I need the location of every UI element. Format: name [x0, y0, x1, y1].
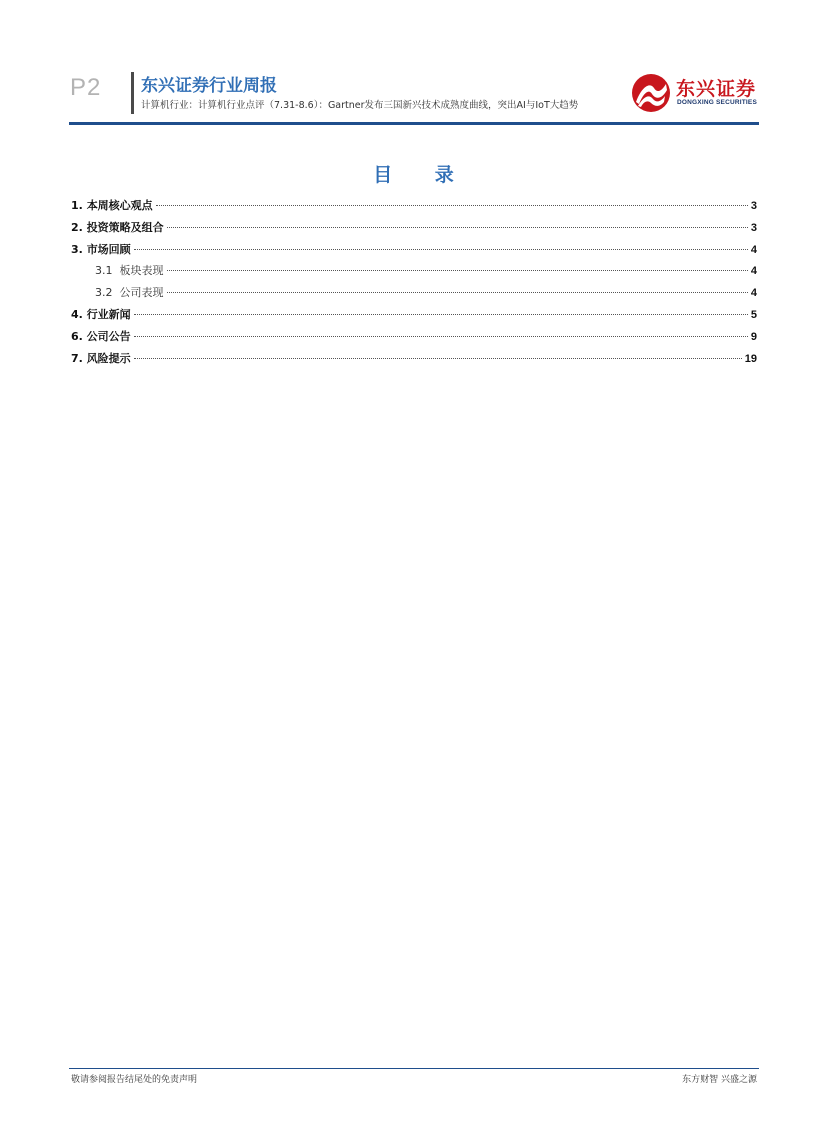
toc-leader-dots [134, 249, 748, 250]
toc-leader-dots [134, 314, 748, 315]
toc-entry[interactable] [71, 264, 757, 286]
logo-english-text: DONGXING SECURITIES [677, 99, 758, 106]
logo-chinese-text: 东兴证券 [676, 78, 757, 100]
toc-leader-dots [134, 358, 742, 359]
toc-entry-page: 9 [750, 330, 757, 343]
toc-entry[interactable] [71, 330, 757, 352]
toc-entry-label: 行业新闻 [86, 307, 131, 321]
toc-entry-number: 3. [71, 242, 83, 256]
toc-leader-dots [167, 292, 748, 293]
toc-entry-page: 3 [750, 221, 757, 234]
toc-entry-page: 4 [750, 265, 757, 278]
toc-entry-number: 6. [71, 329, 83, 343]
toc-entry-number: 2. [71, 220, 83, 234]
footer-slogan: 东方财智 兴盛之源 [682, 1075, 757, 1085]
footer-disclaimer: 敬请参阅报告结尾处的免责声明 [71, 1075, 198, 1085]
toc-entry-page: 5 [750, 308, 757, 321]
page-number: P2 [70, 74, 102, 101]
toc-entry-label: 投资策略及组合 [86, 220, 164, 234]
toc-entry-page: 4 [750, 243, 757, 256]
toc-entry-label: 公司公告 [86, 329, 131, 343]
toc-leader-dots [134, 336, 748, 337]
toc-entry[interactable] [71, 308, 757, 330]
toc-entry[interactable] [71, 199, 757, 221]
company-logo [630, 72, 760, 114]
toc-leader-dots [156, 205, 748, 206]
toc-entry[interactable] [71, 243, 757, 265]
header-rule [69, 122, 759, 125]
table-of-contents [71, 199, 757, 373]
toc-entry-number: 7. [71, 351, 83, 365]
toc-entry[interactable] [71, 221, 757, 243]
toc-entry[interactable] [71, 352, 757, 374]
toc-entry-number: 3.1 [95, 264, 113, 278]
toc-heading: 目 录 [373, 164, 472, 186]
toc-leader-dots [167, 227, 748, 228]
toc-entry-page: 19 [744, 352, 757, 365]
toc-entry-label: 公司表现 [119, 286, 164, 300]
toc-entry-label: 板块表现 [119, 264, 164, 278]
report-subtitle: 计算机行业：计算机行业点评（7.31-8.6）：Gartner发布三国新兴技术成熟度曲线，突出AI与IoT大趋势 [141, 100, 579, 111]
toc-entry-number: 3.2 [95, 286, 113, 300]
toc-entry[interactable] [71, 286, 757, 308]
toc-entry-label: 本周核心观点 [86, 199, 153, 212]
report-title: 东兴证券行业周报 [141, 76, 277, 96]
toc-entry-number: 1. [71, 199, 83, 212]
header-divider [131, 72, 134, 114]
toc-leader-dots [167, 270, 748, 271]
toc-entry-label: 风险提示 [86, 351, 131, 365]
toc-entry-label: 市场回顾 [86, 242, 131, 256]
footer-rule [69, 1068, 759, 1069]
logo-emblem-icon [630, 72, 672, 114]
toc-entry-page: 4 [750, 287, 757, 300]
toc-entry-page: 3 [750, 200, 757, 212]
toc-entry-number: 4. [71, 307, 83, 321]
